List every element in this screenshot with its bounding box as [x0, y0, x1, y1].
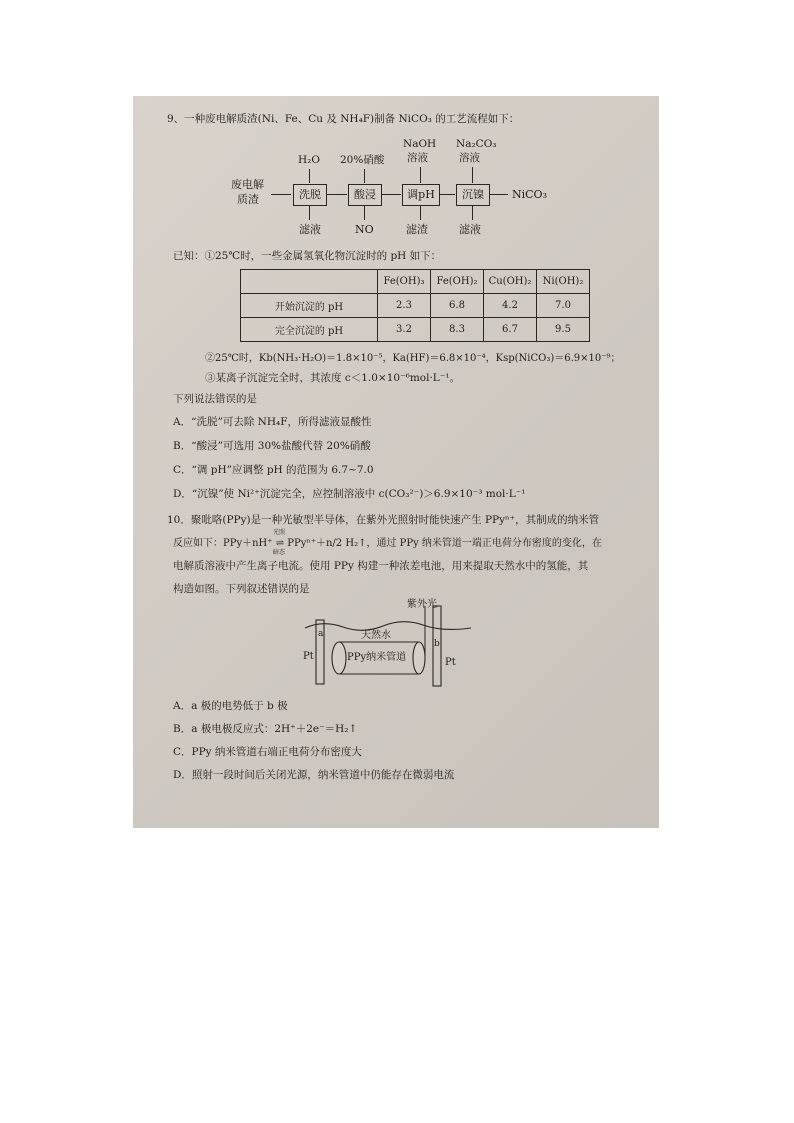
table-row — [241, 294, 590, 318]
down-arrow — [472, 206, 473, 220]
flow-arrow — [490, 194, 508, 195]
flow-step-acid: 酸浸 — [348, 184, 382, 206]
output-filtrate-1: 滤液 — [299, 223, 321, 236]
flow-start-line2: 质渣 — [237, 193, 259, 206]
reagent-naoh: NaOH — [403, 138, 437, 150]
reagent-na2co3: Na₂CO₃ — [456, 138, 497, 150]
electrode-a-label: a — [318, 629, 324, 639]
known-intro: 已知：①25℃时，一些金属氢氧化物沉淀时的 pH 如下： — [173, 250, 442, 262]
down-arrow — [472, 167, 473, 183]
table-cell: 开始沉淀的 pH — [241, 294, 378, 318]
known-3: ③某离子沉淀完全时，其浓度 c＜1.0×10⁻⁶mol·L⁻¹。 — [205, 372, 461, 384]
down-arrow — [309, 206, 310, 220]
q10-line4: 构造如图。下列叙述错误的是 — [173, 583, 310, 595]
electrode-b-label: b — [434, 639, 440, 649]
table-cell: Fe(OH)₃ — [378, 270, 431, 294]
q9-ask: 下列说法错误的是 — [173, 393, 257, 405]
table-cell — [241, 270, 378, 294]
down-arrow — [364, 206, 365, 220]
table-cell: 6.7 — [484, 318, 537, 342]
flow-product: NiCO₃ — [512, 188, 547, 201]
reagent-naoh-sol: 溶液 — [407, 152, 428, 164]
down-arrow — [309, 169, 310, 183]
photo-of-exam-page — [133, 96, 659, 828]
flow-step-ph: 调pH — [402, 184, 440, 206]
q10-line1: 10．聚吡咯(PPy)是一种光敏型半导体，在紫外光照射时能快速产生 PPyⁿ⁺，其制成的纳米管 — [167, 514, 600, 526]
q10-option-b: B．a 极电极反应式：2H⁺＋2e⁻＝H₂↑ — [173, 723, 358, 735]
q10-option-c: C．PPy 纳米管道右端正电荷分布密度大 — [173, 746, 362, 758]
q9-option-c: C．“调 pH”应调整 pH 的范围为 6.7~7.0 — [173, 464, 374, 476]
water-label: 天然水 — [361, 630, 391, 641]
reagent-nitric: 20%硝酸 — [340, 154, 385, 166]
battery-diagram — [303, 598, 473, 698]
down-arrow — [420, 206, 421, 220]
table-cell: 4.2 — [484, 294, 537, 318]
battery-drawing — [303, 598, 473, 698]
q9-option-b: B．“酸浸”可选用 30%盐酸代替 20%硝酸 — [173, 440, 371, 452]
output-residue: 滤渣 — [406, 223, 428, 236]
pt-right-label: Pt — [445, 657, 456, 668]
q10-line2: 反应如下：PPy＋nH⁺ ⇌ PPyⁿ⁺＋n/2 H₂↑，通过 PPy 纳米管道一端正电荷分布密度的变化，在 — [173, 538, 602, 549]
arrow-condition-bottom: 暗态 — [273, 549, 286, 556]
table-cell: 8.3 — [431, 318, 484, 342]
q9-option-d: D．“沉镍”使 Ni²⁺沉淀完全，应控制溶液中 c(CO₃²⁻)＞6.9×10⁻³ mol·L⁻¹ — [173, 488, 526, 500]
ph-table — [240, 269, 590, 342]
down-arrow — [364, 169, 365, 183]
reagent-water: H₂O — [298, 154, 320, 166]
q9-stem: 9、一种废电解质渣(Ni、Fe、Cu 及 NH₄F)制备 NiCO₃ 的工艺流程如下： — [167, 113, 520, 125]
flow-arrow — [382, 194, 401, 195]
output-no: NO — [355, 223, 374, 236]
known-2: ②25℃时，Kb(NH₃·H₂O)＝1.8×10⁻⁵，Ka(HF)＝6.8×10⁻⁴，Ksp(NiCO₃)＝6.9×10⁻⁹； — [205, 353, 621, 364]
reagent-na2co3-sol: 溶液 — [459, 152, 480, 164]
q10-option-d: D．照射一段时间后关闭光源，纳米管道中仍能存在微弱电流 — [173, 769, 455, 781]
arrow-condition-top: 光照 — [273, 529, 286, 536]
tube-label: PPy纳米管道 — [347, 652, 407, 663]
uv-label: 紫外光 — [407, 599, 437, 610]
table-cell: 9.5 — [537, 318, 590, 342]
flow-arrow — [327, 194, 347, 195]
table-cell: 完全沉淀的 pH — [241, 318, 378, 342]
table-cell: Fe(OH)₂ — [431, 270, 484, 294]
table-header-row — [241, 270, 590, 294]
pt-left-label: Pt — [303, 651, 314, 662]
table-cell: Cu(OH)₂ — [484, 270, 537, 294]
q9-option-a: A．“洗脱”可去除 NH₄F，所得滤液显酸性 — [173, 416, 372, 428]
q10-option-a: A．a 极的电势低于 b 极 — [173, 700, 288, 712]
flow-arrow — [440, 194, 455, 195]
flow-step-nickel: 沉镍 — [456, 184, 490, 206]
q10-line3: 电解质溶液中产生离子电流。使用 PPy 构建一种浓差电池，用来提取天然水中的氢能，其 — [173, 560, 589, 572]
table-cell: 6.8 — [431, 294, 484, 318]
table-cell: 3.2 — [378, 318, 431, 342]
table-row — [241, 318, 590, 342]
table-cell: 2.3 — [378, 294, 431, 318]
down-arrow — [420, 167, 421, 183]
flow-arrow — [271, 194, 291, 195]
flow-step-wash: 洗脱 — [293, 184, 327, 206]
table-cell: 7.0 — [537, 294, 590, 318]
flow-start-line1: 废电解 — [231, 178, 264, 191]
table-cell: Ni(OH)₂ — [537, 270, 590, 294]
output-filtrate-2: 滤液 — [459, 223, 481, 236]
